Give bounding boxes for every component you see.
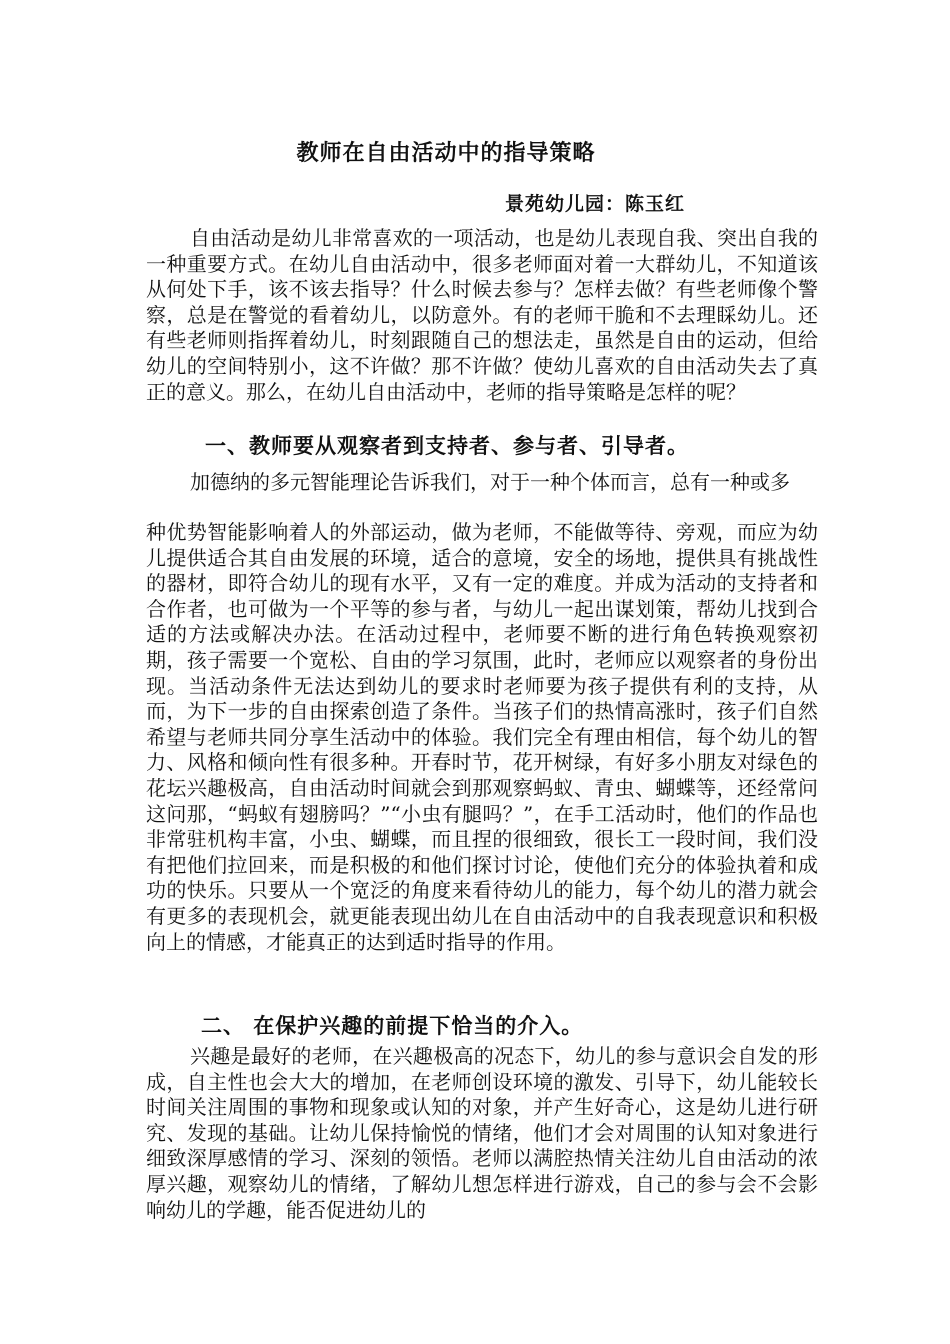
section2-paragraph: 兴趣是最好的老师，在兴趣极高的况态下，幼儿的参与意识会自发的形成，自主性也会大大的增加，在老师创设环境的激发、引导下，幼儿能较长时间关注周围的事物和现象或认知的对象，并产生好奇心，这是幼儿进行研究、发现的基础。让幼儿保持愉悦的情绪，他们才会对周围的认知对象进行细致深厚感情的学习、深刻的领悟。老师以满腔热情关注幼儿自由活动的浓厚兴趣，观察幼儿的情绪，了解幼儿想怎样进行游戏，自己的参与会不会影响幼儿的学趣，能否促进幼儿的 bbox=[146, 1044, 818, 1222]
intro-paragraph: 自由活动是幼儿非常喜欢的一项活动，也是幼儿表现自我、突出自我的一种重要方式。在幼儿自由活动中，很多老师面对着一大群幼儿，不知道该从何处下手，该不该去指导？什么时候去参与？怎样去做？有些老师像个警察，总是在警觉的看着幼儿，以防意外。有的老师干脆和不去理睬幼儿。还有些老师则指挥着幼儿，时刻跟随自己的想法走，虽然是自由的运动，但给幼儿的空间特别小，这不许做？那不许做？使幼儿喜欢的自由活动失去了真正的意义。那么，在幼儿自由活动中，老师的指导策略是怎样的呢？ bbox=[146, 226, 818, 404]
section1-paragraph: 种优势智能影响着人的外部运动，做为老师，不能做等待、旁观，而应为幼儿提供适合其自由发展的环境，适合的意境，安全的场地，提供具有挑战性的器材，即符合幼儿的现有水平，又有一定的难度。并成为活动的支持者和合作者，也可做为一个平等的参与者，与幼儿一起出谋划策，帮幼儿找到合适的方法或解决办法。在活动过程中，老师要不断的进行角色转换观察初期，孩子需要一个宽松、自由的学习氛围，此时，老师应以观察者的身份出现。当活动条件无法达到幼儿的要求时老师要为孩子提供有利的支持，从而，为下一步的自由探索创造了条件。当孩子们的热情高涨时，孩子们自然希望与老师共同分享生活动中的体验。我们完全有理由相信，每个幼儿的智力、风格和倾向性有很多种。开春时节，花开树绿，有好多小朋友对绿色的花坛兴趣极高，自由活动时间就会到那观察蚂蚁、青虫、蝴蝶等，还经常问这问那，“蚂蚁有翅膀吗？”“小虫有腿吗？”，在手工活动时，他们的作品也非常驻机构丰富，小虫、蝴蝶，而且捏的很细致，很长工一段时间，我们没有把他们拉回来，而是积极的和他们探讨讨论，使他们充分的体验执着和成功的快乐。只要从一个宽泛的角度来看待幼儿的能力，每个幼儿的潜力就会有更多的表现机会，就更能表现出幼儿在自由活动中的自我表现意识和积极向上的情感，才能真正的达到适时指导的作用。 bbox=[146, 520, 818, 954]
section-heading-1: 一、教师要从观察者到支持者、参与者、引导者。 bbox=[205, 434, 689, 458]
author-line: 景苑幼儿园：陈玉红 bbox=[505, 193, 686, 215]
section1-paragraph-start: 加德纳的多元智能理论告诉我们，对于一种个体而言，总有一种或多 bbox=[190, 470, 790, 494]
document-title: 教师在自由活动中的指导策略 bbox=[296, 141, 596, 166]
section-heading-2: 二、 在保护兴趣的前提下恰当的介入。 bbox=[201, 1014, 584, 1038]
